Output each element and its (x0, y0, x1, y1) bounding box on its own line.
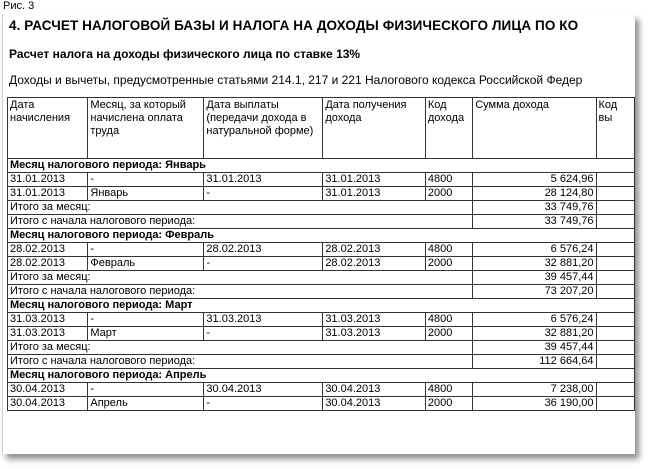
table-row (8, 257, 635, 271)
table-cell (596, 355, 635, 369)
table-cell (596, 341, 635, 355)
ytd-total-row (8, 285, 635, 299)
table-cell: 28.02.2013 (204, 243, 323, 257)
table-cell: Март (88, 327, 204, 341)
month-label: Месяц налогового периода: Март (8, 299, 635, 313)
document-sheet (2, 14, 635, 454)
table-row (8, 243, 635, 257)
table-cell: 6 576,24 (473, 243, 596, 257)
table-row (8, 327, 635, 341)
month-header-row (8, 369, 635, 383)
table-cell: 30.04.2013 (323, 383, 426, 397)
column-header: Код вы (596, 98, 635, 159)
column-header: Дата выплаты (передачи дохода в натуральной форме) (204, 98, 323, 159)
column-header: Код дохода (425, 98, 472, 159)
table-cell: 7 238,00 (473, 383, 596, 397)
table-cell: 28.02.2013 (8, 243, 88, 257)
table-cell (596, 285, 635, 299)
table-cell: 31.01.2013 (323, 173, 426, 187)
column-header: Месяц, за который начислена оплата труда (88, 98, 204, 159)
table-row (8, 397, 635, 411)
ytd-total-label: Итого с начала налогового периода: (8, 285, 473, 299)
table-cell: 28 124,80 (473, 187, 596, 201)
table-cell (596, 173, 635, 187)
table-cell: 31.01.2013 (323, 187, 426, 201)
table-header-row (8, 98, 635, 159)
figure-label: Рис. 3 (3, 0, 35, 12)
table-cell: 28.02.2013 (323, 257, 426, 271)
table-cell: 28.02.2013 (323, 243, 426, 257)
table-cell: 31.01.2013 (204, 173, 323, 187)
table-cell: - (88, 313, 204, 327)
table-cell: 2000 (425, 187, 472, 201)
table-row (8, 313, 635, 327)
table-cell: Февраль (88, 257, 204, 271)
table-cell (596, 327, 635, 341)
table-cell: 30.04.2013 (8, 397, 88, 411)
ytd-total-label: Итого с начала налогового периода: (8, 215, 473, 229)
table-cell: 5 624,96 (473, 173, 596, 187)
month-label: Месяц налогового периода: Январь (8, 159, 635, 173)
table-cell: - (204, 187, 323, 201)
table-cell: - (88, 243, 204, 257)
table-cell: 4800 (425, 383, 472, 397)
month-total-row (8, 271, 635, 285)
table-cell: 4800 (425, 173, 472, 187)
table-cell: 31.01.2013 (8, 173, 88, 187)
month-total-label: Итого за месяц: (8, 341, 473, 355)
table-cell (596, 243, 635, 257)
table-cell: 28.02.2013 (8, 257, 88, 271)
table-cell: 30.04.2013 (323, 397, 426, 411)
table-cell: 2000 (425, 257, 472, 271)
month-total-row (8, 341, 635, 355)
table-cell: 6 576,24 (473, 313, 596, 327)
table-cell (596, 215, 635, 229)
month-header-row (8, 159, 635, 173)
table-cell (596, 271, 635, 285)
table-cell: 2000 (425, 327, 472, 341)
month-total-value: 39 457,44 (473, 271, 596, 285)
table-row (8, 383, 635, 397)
table-cell: 31.01.2013 (8, 187, 88, 201)
table-row (8, 187, 635, 201)
table-cell (596, 397, 635, 411)
month-header-row (8, 299, 635, 313)
table-cell: 31.03.2013 (204, 313, 323, 327)
table-cell: - (204, 327, 323, 341)
month-header-row (8, 229, 635, 243)
ytd-total-value: 33 749,76 (473, 215, 596, 229)
table-cell (596, 201, 635, 215)
table-cell: 30.04.2013 (8, 383, 88, 397)
month-total-value: 39 457,44 (473, 341, 596, 355)
ytd-total-value: 73 207,20 (473, 285, 596, 299)
table-cell: 31.03.2013 (323, 313, 426, 327)
month-label: Месяц налогового периода: Апрель (8, 369, 635, 383)
table-cell: 4800 (425, 243, 472, 257)
ytd-total-value: 112 664,64 (473, 355, 596, 369)
table-row (8, 173, 635, 187)
table-cell (596, 313, 635, 327)
ytd-total-row (8, 215, 635, 229)
report-subtitle: Расчет налога на доходы физического лица по ставке 13% (9, 47, 361, 61)
ytd-total-label: Итого с начала налогового периода: (8, 355, 473, 369)
table-cell: 31.03.2013 (8, 313, 88, 327)
table-cell: Апрель (88, 397, 204, 411)
ytd-total-row (8, 355, 635, 369)
table-cell: 4800 (425, 313, 472, 327)
column-header: Сумма дохода (473, 98, 596, 159)
column-header: Дата начисления (8, 98, 88, 159)
table-cell: 36 190,00 (473, 397, 596, 411)
table-cell: 32 881,20 (473, 257, 596, 271)
table-cell: 30.04.2013 (204, 383, 323, 397)
table-cell (596, 383, 635, 397)
column-header: Дата получения дохода (323, 98, 426, 159)
month-total-value: 33 749,76 (473, 201, 596, 215)
report-caption: Доходы и вычеты, предусмотренные статьями 214.1, 217 и 221 Налогового кодекса Российской Федер (9, 73, 583, 87)
month-total-label: Итого за месяц: (8, 271, 473, 285)
month-total-row (8, 201, 635, 215)
table-cell (596, 257, 635, 271)
table-cell: 32 881,20 (473, 327, 596, 341)
income-table (7, 97, 635, 411)
table-cell: 31.03.2013 (323, 327, 426, 341)
month-total-label: Итого за месяц: (8, 201, 473, 215)
table-cell (596, 187, 635, 201)
table-cell: 2000 (425, 397, 472, 411)
table-cell: - (88, 383, 204, 397)
month-label: Месяц налогового периода: Февраль (8, 229, 635, 243)
table-cell: - (204, 397, 323, 411)
table-cell: - (204, 257, 323, 271)
table-cell: - (88, 173, 204, 187)
table-cell: Январь (88, 187, 204, 201)
table-cell: 31.03.2013 (8, 327, 88, 341)
report-title: 4. РАСЧЕТ НАЛОГОВОЙ БАЗЫ И НАЛОГА НА ДОХОДЫ ФИЗИЧЕСКОГО ЛИЦА ПО КО (9, 18, 579, 33)
